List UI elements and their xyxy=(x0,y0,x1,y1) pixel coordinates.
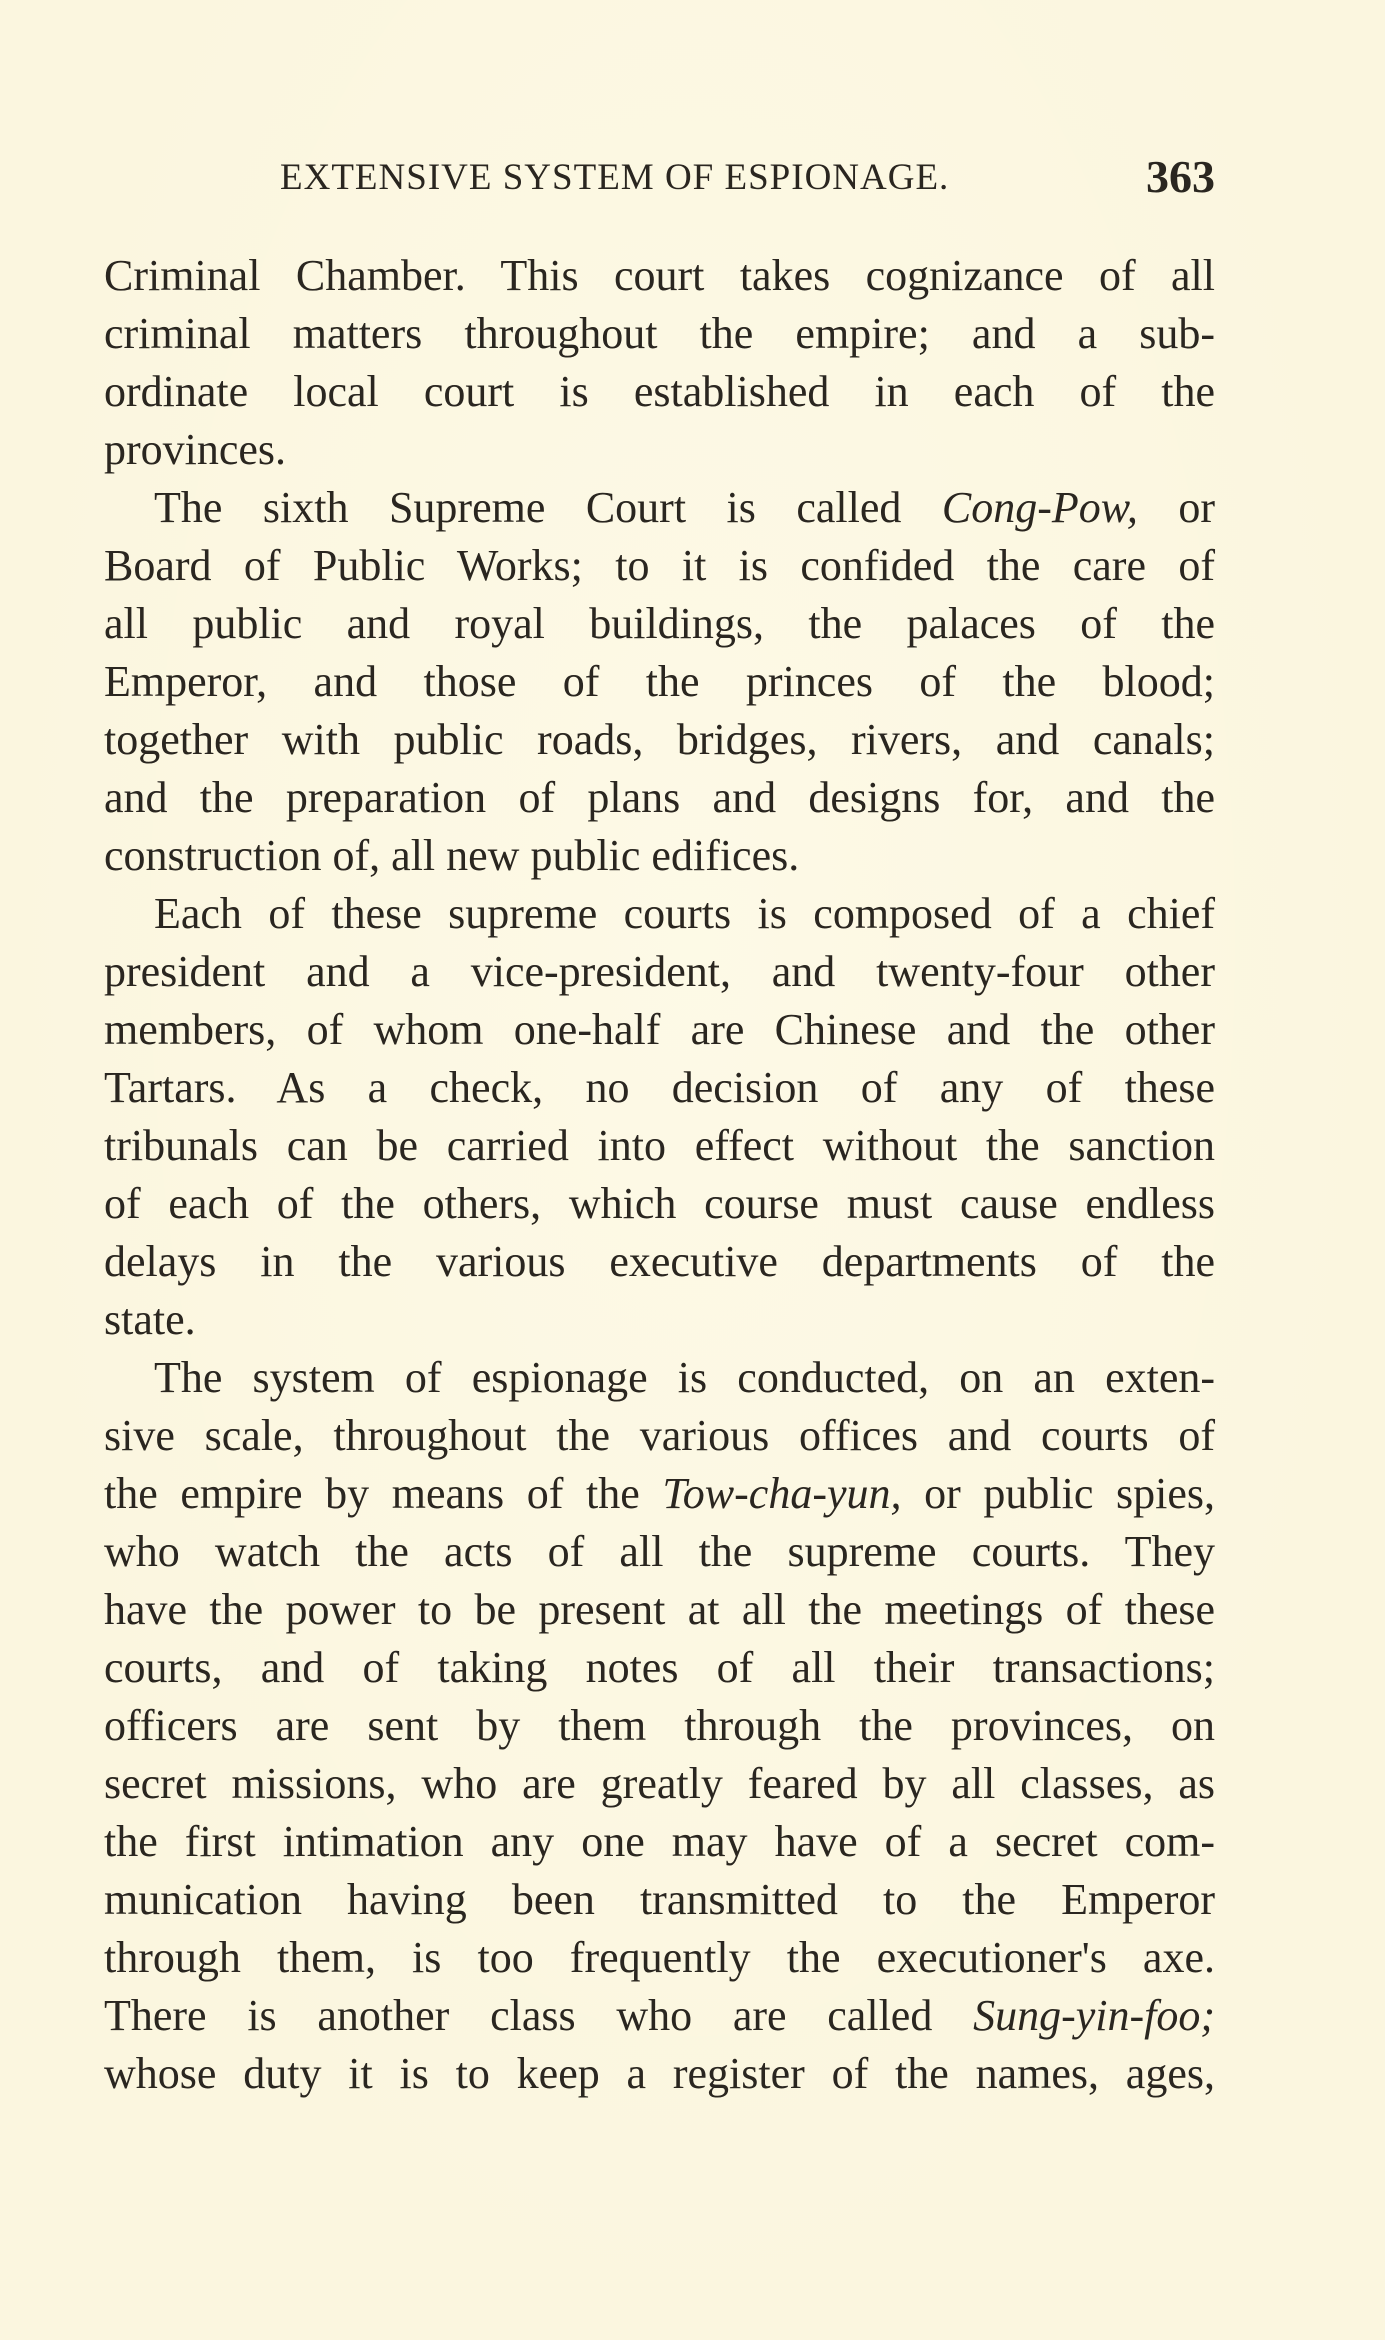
text-line: secret missions, who are greatly feared by all classes, as xyxy=(104,1759,1215,1808)
text-line: Each of these supreme courts is composed of a chief xyxy=(154,889,1215,938)
text-line: Criminal Chamber. This court takes cognizance of all xyxy=(104,251,1215,300)
text-line: the empire by means of the Tow-cha-yun, or public spies, xyxy=(104,1469,1215,1518)
text-line: The sixth Supreme Court is called Cong-Pow, or xyxy=(154,483,1215,532)
text-line: who watch the acts of all the supreme courts. They xyxy=(104,1527,1215,1576)
text-line: provinces. xyxy=(104,425,287,474)
text-line: ordinate local court is established in each of the xyxy=(104,367,1215,416)
text-line: tribunals can be carried into effect without the sanction xyxy=(104,1121,1215,1170)
text-line: whose duty it is to keep a register of the names, ages, xyxy=(104,2049,1215,2098)
text-line: Tartars. As a check, no decision of any of these xyxy=(104,1063,1215,1112)
text-line: the first intimation any one may have of a secret com- xyxy=(104,1817,1215,1866)
text-line: president and a vice-president, and twenty-four other xyxy=(104,947,1215,996)
text-line: together with public roads, bridges, rivers, and canals; xyxy=(104,715,1215,764)
text-line: There is another class who are called Sung-yin-foo; xyxy=(104,1991,1215,2040)
text-line: The system of espionage is conducted, on an exten- xyxy=(154,1353,1215,1402)
running-head xyxy=(280,151,1215,206)
text-line: criminal matters throughout the empire; and a sub- xyxy=(104,309,1215,358)
text-line: sive scale, throughout the various offices and courts of xyxy=(104,1411,1215,1460)
text-line: officers are sent by them through the provinces, on xyxy=(104,1701,1215,1750)
text-line: courts, and of taking notes of all their transactions; xyxy=(104,1643,1215,1692)
text-line: all public and royal buildings, the palaces of the xyxy=(104,599,1215,648)
italic-term: Tow-cha-yun, xyxy=(662,1469,902,1518)
text-line: munication having been transmitted to the Emperor xyxy=(104,1875,1215,1924)
italic-term: Cong-Pow, xyxy=(941,483,1138,532)
text-line: delays in the various executive departments of the xyxy=(104,1237,1215,1286)
text-line: of each of the others, which course must cause endless xyxy=(104,1179,1215,1228)
text-line: through them, is too frequently the executioner's axe. xyxy=(104,1933,1215,1982)
text-line: state. xyxy=(104,1295,196,1344)
italic-term: Sung-yin-foo; xyxy=(973,1991,1215,2040)
text-line: Emperor, and those of the princes of the blood; xyxy=(104,657,1215,706)
text-line: Board of Public Works; to it is confided the care of xyxy=(104,541,1215,590)
text-line: members, of whom one-half are Chinese and the other xyxy=(104,1005,1215,1054)
text-line: and the preparation of plans and designs for, and the xyxy=(104,773,1215,822)
page-number: 363 xyxy=(1146,151,1215,202)
running-title: EXTENSIVE SYSTEM OF ESPIONAGE. xyxy=(280,157,950,198)
text-line: have the power to be present at all the meetings of these xyxy=(104,1585,1215,1634)
text-line: construction of, all new public edifices. xyxy=(104,831,800,880)
body-text xyxy=(104,247,1215,2103)
